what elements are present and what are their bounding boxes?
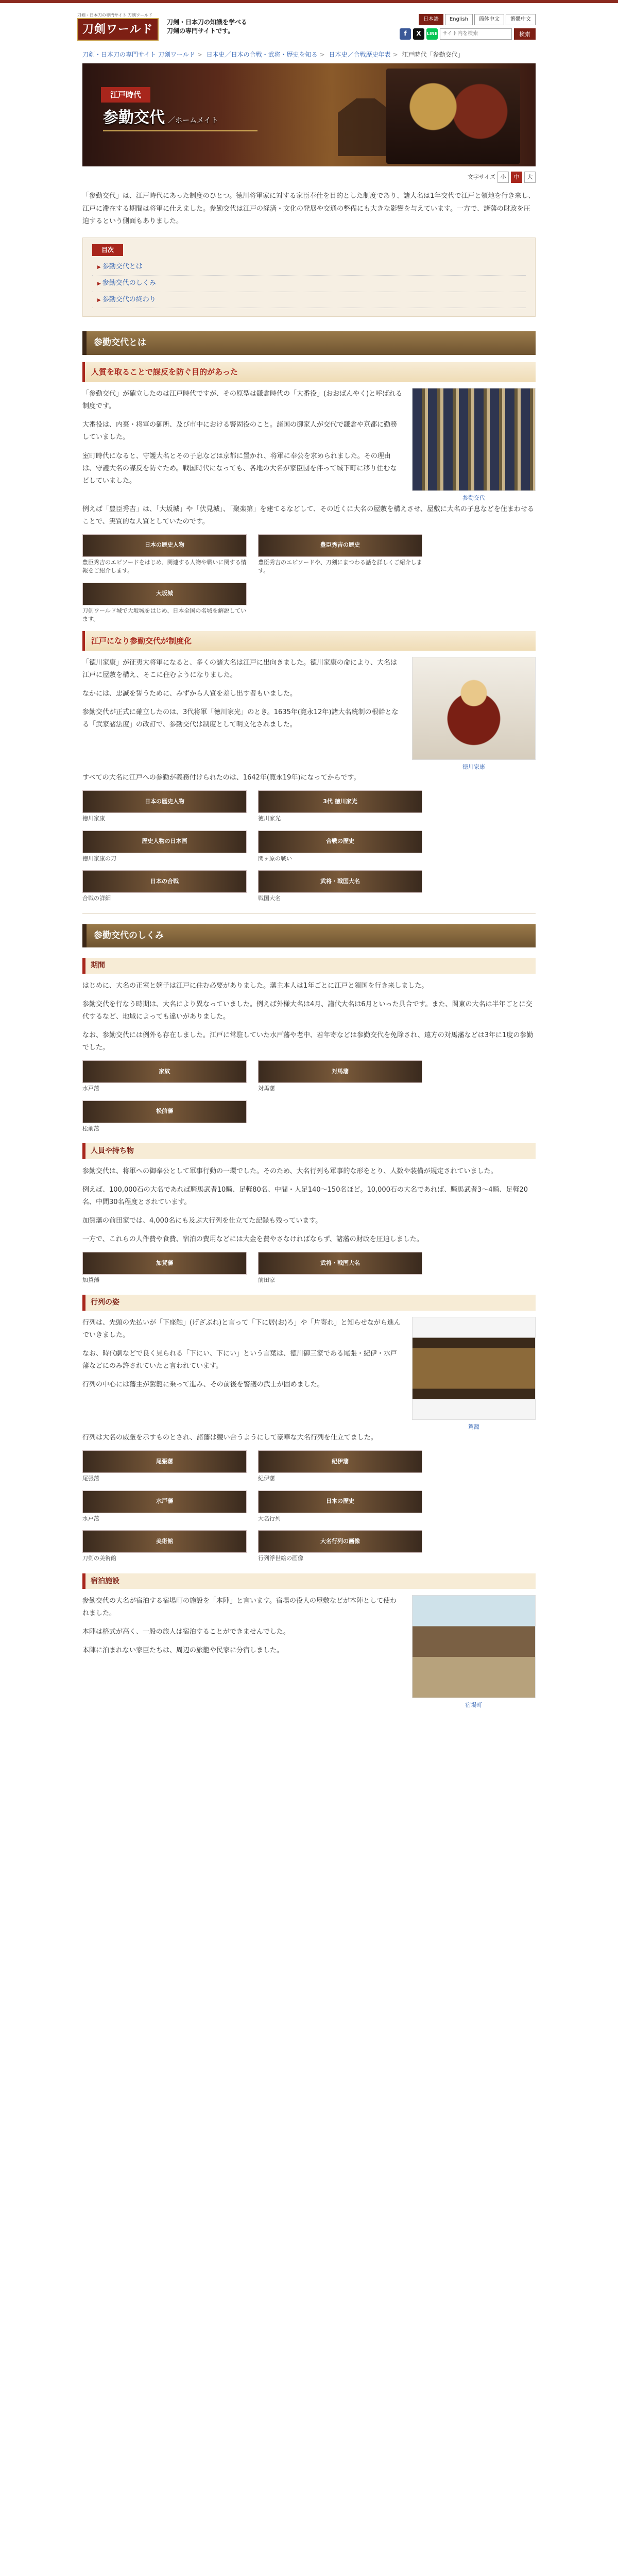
related-card[interactable] bbox=[258, 1252, 422, 1285]
paragraph: 大番役は、内裏・将軍の御所、及び市中における警固役のこと。諸国の御家人が交代で鎌倉や京都に勤務していました。 bbox=[82, 421, 398, 442]
search-bar bbox=[400, 28, 536, 40]
paragraph: 行列の中心には藩主が駕籠に乗って進み、その前後を警護の武士が固めました。 bbox=[82, 1381, 324, 1389]
breadcrumb-item[interactable]: 日本史／合戦歴史年表 bbox=[329, 51, 391, 58]
card-caption: 刀剣の美術館 bbox=[82, 1555, 116, 1562]
card-banner: 合戦の歴史 bbox=[258, 831, 422, 853]
hero-divider bbox=[103, 130, 258, 131]
card-caption: 加賀藩 bbox=[82, 1276, 99, 1283]
card-caption: 水戸藩 bbox=[82, 1085, 99, 1092]
lang-ja[interactable]: 日本語 bbox=[419, 14, 443, 25]
related-card[interactable] bbox=[258, 1450, 422, 1483]
post-town-image[interactable] bbox=[412, 1595, 536, 1698]
related-cards bbox=[82, 1252, 422, 1285]
era-badge: 江戸時代 bbox=[101, 87, 150, 103]
card-banner: 水戸藩 bbox=[82, 1490, 247, 1513]
lang-zh-tw[interactable]: 繁體中文 bbox=[506, 14, 536, 25]
paragraph: なお、参勤交代には例外も存在しました。江戸に常駐していた水戸藩や老中、若年寄などは参勤交代を免除され、遠方の対馬藩などは3年に1度の参勤でした。 bbox=[82, 1031, 534, 1052]
card-caption: 徳川家康の刀 bbox=[82, 855, 116, 862]
section-body bbox=[82, 388, 536, 503]
paragraph: 本陣に泊まれない家臣たちは、周辺の旅籠や民家に分宿しました。 bbox=[82, 1647, 284, 1655]
x-icon[interactable]: X bbox=[413, 28, 424, 40]
toc-item[interactable]: ▶ 参勤交代の終わり bbox=[92, 292, 526, 309]
breadcrumb-sep: > bbox=[197, 51, 202, 58]
facebook-icon[interactable]: f bbox=[400, 28, 411, 40]
card-caption: 行列浮世絵の画像 bbox=[258, 1555, 303, 1562]
main-content bbox=[82, 190, 536, 1710]
related-card[interactable] bbox=[258, 534, 422, 575]
card-banner: 大坂城 bbox=[82, 583, 247, 605]
card-banner: 武将・戦国大名 bbox=[258, 1252, 422, 1275]
paragraph: 「徳川家康」が征夷大将軍になると、多くの諸大名は江戸に出向きました。徳川家康の命により、大名は江戸に屋敷を構え、そこに住むようになりました。 bbox=[82, 658, 398, 679]
figure-procession bbox=[412, 388, 536, 503]
card-caption: 大名行列 bbox=[258, 1515, 281, 1522]
font-size-label: 文字サイズ bbox=[467, 174, 495, 181]
paragraph: 室町時代になると、守護大名とその子息などは京都に置かれ、将軍に奉公を求められました。その理由は、守護大名の謀反を防ぐため。戦国時代になっても、各地の大名が家臣団を伴って城下町に移り住むなどしていました。 bbox=[82, 452, 397, 485]
section-body bbox=[82, 657, 536, 772]
related-card[interactable] bbox=[82, 831, 247, 863]
breadcrumb bbox=[0, 47, 618, 61]
related-card[interactable] bbox=[258, 870, 422, 903]
card-caption: 水戸藩 bbox=[82, 1515, 99, 1522]
card-banner: 対馬藩 bbox=[258, 1060, 422, 1083]
section-divider bbox=[82, 913, 536, 914]
line-icon[interactable]: LINE bbox=[426, 28, 438, 40]
paragraph: 一方で、これらの人件費や食費、宿泊の費用などには大金を費やさなければならず、諸藩の財政を圧迫しました。 bbox=[82, 1235, 423, 1243]
figure-caption[interactable]: 参勤交代 bbox=[462, 495, 485, 502]
paragraph: 例えば「豊臣秀吉」は、「大坂城」や「伏見城」、「聚楽第」を建てるなどして、その近くに大名の屋敷を構えさせ、屋敷に大名の子息などを住まわせることで、実質的な人質としていたのです。 bbox=[82, 505, 534, 526]
related-cards bbox=[82, 1450, 422, 1563]
site-logo[interactable] bbox=[77, 13, 160, 41]
logo-small-text: 刀剣・日本刀の専門サイト 刀剣ワールド bbox=[77, 12, 152, 18]
paragraph: 参勤交代は、将軍への御奉公として軍事行動の一環でした。そのため、大名行列も軍事的な形をとり、人数や装備が規定されていました。 bbox=[82, 1167, 497, 1175]
subsection-heading: 行列の姿 bbox=[82, 1295, 536, 1311]
breadcrumb-sep: > bbox=[319, 51, 325, 58]
subsection-heading: 人質を取ることで謀反を防ぐ目的があった bbox=[82, 362, 536, 382]
breadcrumb-current: 江戸時代「参勤交代」 bbox=[402, 51, 464, 58]
related-card[interactable] bbox=[258, 1060, 422, 1093]
related-card[interactable] bbox=[258, 1490, 422, 1523]
paragraph: はじめに、大名の正室と嫡子は江戸に住む必要がありました。藩主本人は1年ごとに江戸と領国を行き来しました。 bbox=[82, 981, 428, 990]
section-heading: 参勤交代とは bbox=[82, 331, 536, 355]
subsection-heading: 人員や持ち物 bbox=[82, 1143, 536, 1159]
lang-zh-cn[interactable]: 簡体中文 bbox=[474, 14, 504, 25]
hero-banner bbox=[82, 63, 536, 166]
card-caption: 関ヶ原の戦い bbox=[258, 855, 292, 862]
card-banner: 尾張藩 bbox=[82, 1450, 247, 1473]
font-size-large[interactable]: 大 bbox=[524, 172, 536, 183]
paragraph: 本陣は格式が高く、一般の旅人は宿泊することができませんでした。 bbox=[82, 1628, 290, 1636]
breadcrumb-item[interactable]: 刀剣・日本刀の専門サイト 刀剣ワールド bbox=[82, 51, 195, 58]
card-banner: 家紋 bbox=[82, 1060, 247, 1083]
section-heading: 参勤交代のしくみ bbox=[82, 924, 536, 948]
related-cards bbox=[82, 1060, 422, 1133]
samurai-illustration bbox=[386, 69, 520, 164]
paragraph: 「参勤交代」が確立したのは江戸時代ですが、その原型は鎌倉時代の「大番役」(おおばんやく)と呼ばれる制度です。 bbox=[82, 390, 403, 411]
paragraph: なかには、忠誠を誓うために、みずから人質を差し出す者もいました。 bbox=[82, 690, 297, 698]
paragraph: 参勤交代を行なう時期は、大名により異なっていました。例えば外様大名は4月、譜代大名は6月といった具合です。また、関東の大名は半年ごとに交代するなど、地域によっても違いがありました。 bbox=[82, 1001, 533, 1021]
related-card[interactable] bbox=[258, 790, 422, 823]
subsection-heading: 江戸になり参勤交代が制度化 bbox=[82, 631, 536, 651]
font-size-small[interactable]: 小 bbox=[497, 172, 509, 183]
logo-mark: 刀剣ワールド bbox=[77, 18, 159, 41]
card-caption: 松前藩 bbox=[82, 1125, 99, 1132]
paragraph: 行列は、先頭の先払いが「下座触」(げざぶれ)と言って「下に居(お)ろ」や「片寄れ」と知らせながら進んでいきました。 bbox=[82, 1318, 401, 1339]
procession-image[interactable] bbox=[412, 388, 536, 491]
card-caption: 合戦の詳細 bbox=[82, 895, 111, 902]
paragraph: 加賀藩の前田家では、4,000名にも及ぶ大行列を仕立てた記録も残っています。 bbox=[82, 1216, 322, 1225]
toc-item[interactable]: ▶ 参勤交代のしくみ bbox=[92, 276, 526, 292]
related-cards bbox=[82, 790, 422, 903]
subsection-heading: 期間 bbox=[82, 958, 536, 974]
section-body bbox=[82, 1317, 536, 1432]
paragraph: すべての大名に江戸への参勤が義務付けられたのは、1642年(寛永19年)になってからです。 bbox=[82, 774, 360, 782]
related-card[interactable] bbox=[82, 1490, 247, 1523]
related-card[interactable] bbox=[82, 1450, 247, 1483]
ieyasu-portrait[interactable] bbox=[412, 657, 536, 760]
paragraph: 参勤交代の大名が宿泊する宿場町の施設を「本陣」と言います。宿場の役人の屋敷などが本陣として使われました。 bbox=[82, 1597, 397, 1618]
figure-caption[interactable]: 駕籠 bbox=[468, 1423, 479, 1430]
page-title-text: 参勤交代 bbox=[103, 109, 165, 127]
toc-title: 目次 bbox=[92, 244, 123, 256]
related-card[interactable] bbox=[258, 1530, 422, 1563]
card-banner: 日本の歴史人物 bbox=[82, 790, 247, 813]
figure-kago bbox=[412, 1317, 536, 1432]
toc-item[interactable]: ▶ 参勤交代とは bbox=[92, 259, 526, 276]
related-cards bbox=[82, 534, 422, 624]
card-banner: 日本の歴史人物 bbox=[82, 534, 247, 557]
font-size-switcher bbox=[0, 172, 536, 183]
lead-paragraph: 「参勤交代」は、江戸時代にあった制度のひとつ。徳川将軍家に対する家臣奉仕を目的とした制度であり、諸大名は1年交代で江戸と領地を行き来し、江戸に滞在する期間は将軍に仕えました。参勤交代は江戸の経済・文化の発展や交通の整備にも大きな影響を与えています。一方で、諸藩の財政を圧迫するという側面もありました。 bbox=[82, 192, 535, 226]
related-card[interactable] bbox=[82, 1530, 247, 1563]
figure-caption[interactable]: 徳川家康 bbox=[462, 763, 485, 770]
search-button[interactable]: 検索 bbox=[514, 28, 536, 40]
card-caption: 戦国大名 bbox=[258, 895, 281, 902]
related-card[interactable] bbox=[82, 790, 247, 823]
related-card[interactable] bbox=[82, 870, 247, 903]
figure-street bbox=[412, 1595, 536, 1710]
card-banner: 歴史人物の日本画 bbox=[82, 831, 247, 853]
card-banner: 美術館 bbox=[82, 1530, 247, 1553]
card-banner: 日本の合戦 bbox=[82, 870, 247, 893]
card-caption: 徳川家康 bbox=[82, 815, 105, 822]
subsection-heading: 宿泊施設 bbox=[82, 1573, 536, 1589]
paragraph: 参勤交代が正式に確立したのは、3代将軍「徳川家光」のとき。1635年(寛永12年)諸大名統制の根幹となる「武家諸法度」の改訂で、参勤交代は制度として明文化されました。 bbox=[82, 708, 399, 729]
related-card[interactable] bbox=[82, 583, 247, 624]
lang-en[interactable]: English bbox=[445, 14, 473, 25]
card-caption: 豊臣秀吉のエピソードや、刀剣にまつわる話を詳しくご紹介します。 bbox=[258, 558, 422, 574]
figure-caption[interactable]: 宿場町 bbox=[465, 1702, 483, 1709]
related-card[interactable] bbox=[258, 831, 422, 863]
font-size-medium[interactable]: 中 bbox=[511, 172, 522, 183]
related-card[interactable] bbox=[82, 1100, 247, 1133]
card-banner: 松前藩 bbox=[82, 1100, 247, 1123]
related-card[interactable] bbox=[82, 1060, 247, 1093]
paragraph: 例えば、100,000石の大名であれば騎馬武者10騎、足軽80名、中間・人足140〜150名ほど。10,000石の大名であれば、騎馬武者3〜4騎、足軽20名、中間30名程度とされています。 bbox=[82, 1185, 528, 1206]
card-caption: 刀剣ワールド城で大坂城をはじめ、日本全国の名城を解説しています。 bbox=[82, 607, 247, 623]
breadcrumb-item[interactable]: 日本史／日本の合戦・武将・歴史を知る bbox=[206, 51, 318, 58]
card-banner: 加賀藩 bbox=[82, 1252, 247, 1275]
kago-image[interactable] bbox=[412, 1317, 536, 1420]
card-caption: 対馬藩 bbox=[258, 1085, 275, 1092]
site-header bbox=[0, 3, 618, 47]
card-banner: 3代 徳川家光 bbox=[258, 790, 422, 813]
card-banner: 紀伊藩 bbox=[258, 1450, 422, 1473]
card-banner: 日本の歴史 bbox=[258, 1490, 422, 1513]
language-switcher bbox=[419, 14, 536, 25]
card-banner: 大名行列の画像 bbox=[258, 1530, 422, 1553]
card-caption: 豊臣秀吉のエピソードをはじめ、関連する人物や戦いに関する情報をご紹介します。 bbox=[82, 558, 247, 574]
card-caption: 前田家 bbox=[258, 1276, 275, 1283]
card-caption: 徳川家光 bbox=[258, 815, 281, 822]
card-caption: 尾張藩 bbox=[82, 1475, 99, 1482]
card-banner: 豊臣秀吉の歴史 bbox=[258, 534, 422, 557]
related-card[interactable] bbox=[82, 534, 247, 575]
page-title-suffix: ／ホームメイト bbox=[168, 116, 218, 125]
figure-ieyasu bbox=[412, 657, 536, 772]
header-utilities bbox=[400, 14, 536, 40]
related-card[interactable] bbox=[82, 1252, 247, 1285]
page-title bbox=[103, 105, 218, 132]
table-of-contents bbox=[82, 238, 536, 317]
card-caption: 紀伊藩 bbox=[258, 1475, 275, 1482]
paragraph: なお、時代劇などで良く見られる「下にい、下にい」という言葉は、徳川御三家である尾張・紀伊・水戸藩などにのみ許されていたと言われています。 bbox=[82, 1350, 398, 1370]
tagline-line-2: 刀剣の専門サイトです。 bbox=[167, 27, 234, 35]
card-banner: 武将・戦国大名 bbox=[258, 870, 422, 893]
breadcrumb-sep: > bbox=[392, 51, 398, 58]
tagline-line-1: 刀剣・日本刀の知識を学べる bbox=[167, 19, 248, 26]
paragraph: 行列は大名の威厳を示すものとされ、諸藩は競い合うようにして豪華な大名行列を仕立てました。 bbox=[82, 1434, 377, 1442]
search-input[interactable] bbox=[440, 28, 512, 40]
site-tagline bbox=[167, 18, 247, 36]
section-body bbox=[82, 1595, 536, 1710]
